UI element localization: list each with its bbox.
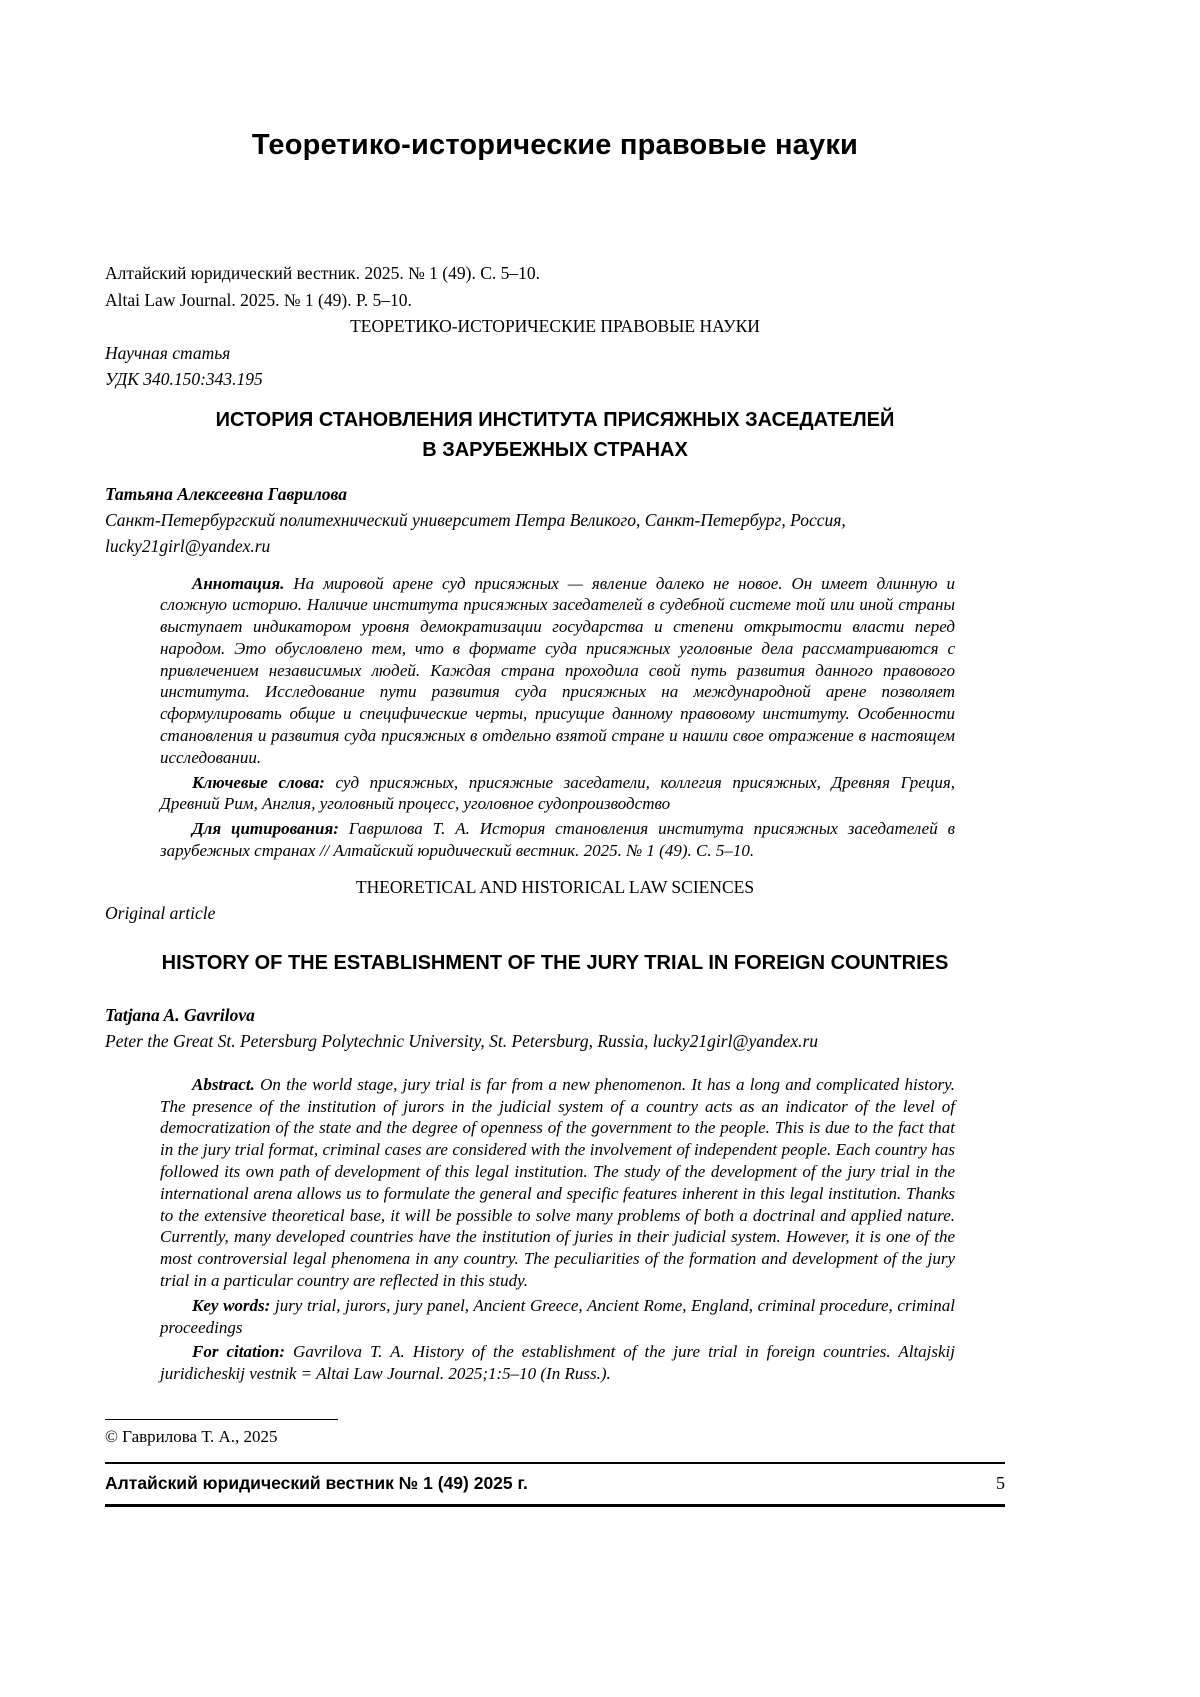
author-affiliation-ru: Санкт-Петербургский политехнический университет Петра Великого, Санкт-Петербург, Россия, lucky21girl@yandex.ru bbox=[105, 509, 846, 556]
abstract-paragraph-en bbox=[160, 1074, 955, 1292]
abstract-block-en bbox=[160, 1074, 955, 1385]
abstract-label-en: Abstract. bbox=[192, 1074, 255, 1094]
keywords-text-ru: суд присяжных, присяжные заседатели, коллегия присяжных, Древняя Греция, Древний Рим, Англия, уголовный процесс, уголовное судопроизводство bbox=[160, 772, 955, 814]
for-citation-paragraph-en bbox=[160, 1341, 955, 1385]
rubric-ru: ТЕОРЕТИКО-ИСТОРИЧЕСКИЕ ПРАВОВЫЕ НАУКИ bbox=[350, 316, 760, 336]
citation-line-ru: Алтайский юридический вестник. 2025. № 1 (49). С. 5–10. bbox=[105, 263, 540, 283]
page-footer bbox=[105, 1462, 1005, 1507]
for-citation-text-ru: Гаврилова Т. А. История становления института присяжных заседателей в зарубежных странах // Алтайский юридический вестник. 2025. № 1 (49). С. 5–10. bbox=[160, 819, 955, 861]
article-type-ru: Научная статья bbox=[105, 342, 231, 363]
abstract-paragraph-ru bbox=[160, 573, 955, 769]
author-name-ru: Татьяна Алексеевна Гаврилова bbox=[105, 483, 347, 504]
for-citation-paragraph-ru bbox=[160, 818, 955, 862]
keywords-paragraph-ru bbox=[160, 772, 955, 816]
footer-journal-title: Алтайский юридический вестник № 1 (49) 2025 г. bbox=[105, 1473, 528, 1494]
author-affiliation-en: Peter the Great St. Petersburg Polytechnic University, St. Petersburg, Russia, lucky21girl@yandex.ru bbox=[105, 1030, 819, 1051]
abstract-label-ru: Аннотация. bbox=[192, 573, 285, 593]
abstract-text-en: On the world stage, jury trial is far from a new phenomenon. It has a long and complicated history. The presence of the institution of jurors in the judicial system of a country acts as an indicator of the level of democratization of the state and the degree of openness of the government to the people. This is due to the fact that in the jury trial format, criminal cases are considered with the involvement of independent people. Each country has followed its own path of development of this legal institution. The study of the development of the jury trial in the international arena allows us to formulate the general and specific features inherent in this legal institution. Thanks to the extensive theoretical base, it will be possible to solve many problems of both a doctrinal and applied nature. Currently, many developed countries have the institution of juries in their judicial system. However, it is one of the most controversial legal phenomena in any country. The peculiarities of the formation and development of the jury trial in a particular country are reflected in this study. bbox=[160, 1074, 955, 1291]
author-name-en: Tatjana A. Gavrilova bbox=[105, 1004, 255, 1025]
rubric-en: THEORETICAL AND HISTORICAL LAW SCIENCES bbox=[355, 876, 755, 897]
keywords-label-en: Key words: bbox=[192, 1295, 271, 1315]
keywords-paragraph-en bbox=[160, 1295, 955, 1339]
for-citation-text-en: Gavrilova T. A. History of the establishment of the jure trial in foreign countries. Altajskij juridicheskij vestnik = Altai Law Journal. 2025;1:5–10 (In Russ.). bbox=[160, 1342, 955, 1384]
abstract-text-ru: На мировой арене суд присяжных — явление далеко не новое. Он имеет длинную и сложную историю. Наличие института присяжных заседателей в судебной системе той или иной страны выступает индикатором уровня демократизации государства и степени открытости власти перед народом. Это обусловлено тем, что в формате суда присяжных уголовные дела рассматриваются с привлечением независимых людей. Каждая страна проходила свой путь развития данного правового института. Исследование пути развития суда присяжных на международной арене позволяет сформулировать общие и специфические черты, присущие данному правовому институту. Особенности становления и развития суда присяжных в отдельно взятой стране и нашли свое отражение в настоящем исследовании. bbox=[160, 573, 955, 767]
footnote-separator-rule bbox=[105, 1419, 338, 1420]
copyright-line: © Гаврилова Т. А., 2025 bbox=[105, 1427, 278, 1447]
article-title-en: HISTORY OF THE ESTABLISHMENT OF THE JURY TRIAL IN FOREIGN COUNTRIES bbox=[161, 951, 949, 974]
abstract-block-ru bbox=[160, 573, 955, 862]
citation-line-en: Altai Law Journal. 2025. № 1 (49). P. 5–10. bbox=[105, 289, 412, 310]
footer-page-number: 5 bbox=[996, 1473, 1005, 1494]
keywords-text-en: jury trial, jurors, jury panel, Ancient Greece, Ancient Rome, England, criminal procedure, criminal proceedings bbox=[160, 1295, 956, 1337]
section-title: Теоретико-исторические правовые науки bbox=[251, 129, 859, 161]
article-type-en: Original article bbox=[105, 902, 216, 923]
article-meta bbox=[105, 260, 1005, 393]
for-citation-label-ru: Для цитирования: bbox=[192, 819, 339, 839]
keywords-label-ru: Ключевые слова: bbox=[192, 772, 325, 792]
for-citation-label-en: For citation: bbox=[192, 1342, 286, 1362]
udc-number: УДК 340.150:343.195 bbox=[105, 369, 263, 389]
article-title-ru: ИСТОРИЯ СТАНОВЛЕНИЯ ИНСТИТУТА ПРИСЯЖНЫХ ЗАСЕДАТЕЛЕЙ В ЗАРУБЕЖНЫХ СТРАНАХ bbox=[215, 408, 895, 461]
